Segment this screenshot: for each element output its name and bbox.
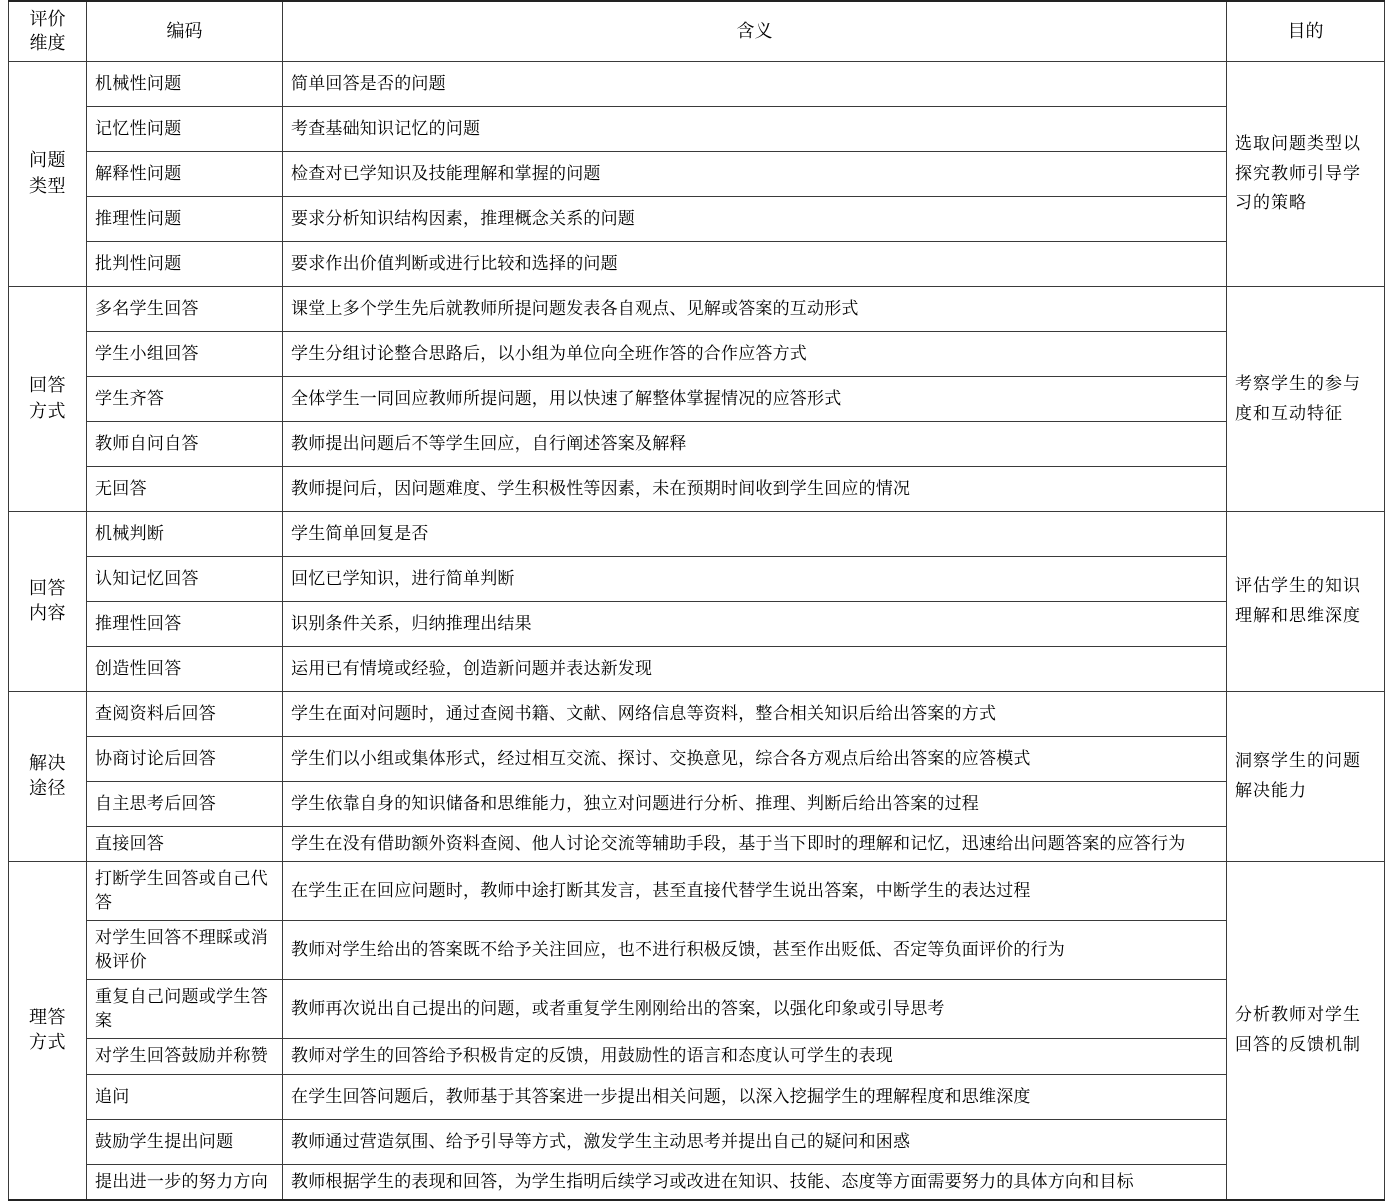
code-cell: 自主思考后回答	[87, 781, 283, 826]
code-cell: 协商讨论后回答	[87, 736, 283, 781]
dimension-line1: 问题	[29, 150, 66, 171]
meaning-cell: 学生简单回复是否	[283, 511, 1227, 556]
dimension-cell	[9, 511, 87, 691]
meaning-cell: 学生们以小组或集体形式，经过相互交流、探讨、交换意见，综合各方观点后给出答案的应答模式	[283, 736, 1227, 781]
table-row	[9, 601, 1385, 646]
meaning-cell: 识别条件关系，归纳推理出结果	[283, 601, 1227, 646]
dimension-line1: 回答	[29, 577, 66, 598]
dimension-line1: 回答	[29, 375, 66, 396]
code-cell: 查阅资料后回答	[87, 691, 283, 736]
code-cell: 直接回答	[87, 826, 283, 861]
purpose-cell: 洞察学生的问题解决能力	[1227, 691, 1385, 861]
meaning-cell: 教师再次说出自己提出的问题，或者重复学生刚刚给出的答案，以强化印象或引导思考	[283, 980, 1227, 1039]
header-code: 编码	[87, 1, 283, 61]
meaning-cell: 教师提问后，因问题难度、学生积极性等因素，未在预期时间收到学生回应的情况	[283, 466, 1227, 511]
code-cell: 教师自问自答	[87, 421, 283, 466]
code-cell: 无回答	[87, 466, 283, 511]
header-dimension-line1: 评价	[29, 9, 66, 29]
meaning-cell: 要求分析知识结构因素，推理概念关系的问题	[283, 196, 1227, 241]
code-cell: 提出进一步的努力方向	[87, 1164, 283, 1200]
meaning-cell: 简单回答是否的问题	[283, 61, 1227, 106]
purpose-cell: 考察学生的参与度和互动特征	[1227, 286, 1385, 511]
table-row	[9, 556, 1385, 601]
meaning-cell: 教师对学生的回答给予积极肯定的反馈，用鼓励性的语言和态度认可学生的表现	[283, 1039, 1227, 1074]
meaning-cell: 教师通过营造氛围、给予引导等方式，激发学生主动思考并提出自己的疑问和困惑	[283, 1119, 1227, 1164]
meaning-cell: 学生依靠自身的知识储备和思维能力，独立对问题进行分析、推理、判断后给出答案的过程	[283, 781, 1227, 826]
meaning-cell: 要求作出价值判断或进行比较和选择的问题	[283, 241, 1227, 286]
dimension-cell	[9, 61, 87, 286]
table-row	[9, 646, 1385, 691]
meaning-cell: 教师对学生给出的答案既不给予关注回应，也不进行积极反馈，甚至作出贬低、否定等负面评价的行为	[283, 920, 1227, 979]
header-meaning: 含义	[283, 1, 1227, 61]
table-row	[9, 736, 1385, 781]
table-row	[9, 376, 1385, 421]
meaning-cell: 在学生回答问题后，教师基于其答案进一步提出相关问题，以深入挖掘学生的理解程度和思维深度	[283, 1074, 1227, 1119]
table-header	[9, 1, 1385, 61]
code-cell: 推理性问题	[87, 196, 283, 241]
code-cell: 解释性问题	[87, 151, 283, 196]
meaning-cell: 考查基础知识记忆的问题	[283, 106, 1227, 151]
meaning-cell: 检查对已学知识及技能理解和掌握的问题	[283, 151, 1227, 196]
code-cell: 重复自己问题或学生答案	[87, 980, 283, 1039]
header-dimension	[9, 1, 87, 61]
table-row	[9, 861, 1385, 920]
dimension-cell	[9, 286, 87, 511]
meaning-cell: 回忆已学知识，进行简单判断	[283, 556, 1227, 601]
meaning-cell: 学生分组讨论整合思路后，以小组为单位向全班作答的合作应答方式	[283, 331, 1227, 376]
code-cell: 创造性回答	[87, 646, 283, 691]
table-row	[9, 1164, 1385, 1200]
code-cell: 对学生回答不理睬或消极评价	[87, 920, 283, 979]
code-cell: 认知记忆回答	[87, 556, 283, 601]
code-cell: 打断学生回答或自己代答	[87, 861, 283, 920]
dimension-cell	[9, 691, 87, 861]
table-row	[9, 1119, 1385, 1164]
table-row	[9, 241, 1385, 286]
meaning-cell: 全体学生一同回应教师所提问题，用以快速了解整体掌握情况的应答形式	[283, 376, 1227, 421]
code-cell: 推理性回答	[87, 601, 283, 646]
table-row	[9, 691, 1385, 736]
table-row	[9, 106, 1385, 151]
table-row	[9, 1039, 1385, 1074]
code-cell: 批判性问题	[87, 241, 283, 286]
table-body	[9, 61, 1385, 1200]
purpose-cell: 分析教师对学生回答的反馈机制	[1227, 861, 1385, 1200]
purpose-cell: 选取问题类型以探究教师引导学习的策略	[1227, 61, 1385, 286]
table-row	[9, 920, 1385, 979]
header-dimension-line2: 维度	[29, 33, 66, 54]
table-row	[9, 286, 1385, 331]
table-row	[9, 511, 1385, 556]
code-cell: 记忆性问题	[87, 106, 283, 151]
code-cell: 学生小组回答	[87, 331, 283, 376]
code-cell: 对学生回答鼓励并称赞	[87, 1039, 283, 1074]
dimension-line2: 途径	[29, 778, 66, 799]
meaning-cell: 课堂上多个学生先后就教师所提问题发表各自观点、见解或答案的互动形式	[283, 286, 1227, 331]
table-row	[9, 826, 1385, 861]
meaning-cell: 在学生正在回应问题时，教师中途打断其发言，甚至直接代替学生说出答案，中断学生的表达过程	[283, 861, 1227, 920]
code-cell: 机械性问题	[87, 61, 283, 106]
header-purpose: 目的	[1227, 1, 1385, 61]
header-row	[9, 1, 1385, 61]
dimension-line2: 类型	[29, 175, 66, 196]
coding-scheme-table	[8, 0, 1385, 1201]
dimension-line1: 理答	[29, 1007, 66, 1028]
meaning-cell: 学生在面对问题时，通过查阅书籍、文献、网络信息等资料，整合相关知识后给出答案的方式	[283, 691, 1227, 736]
code-cell: 机械判断	[87, 511, 283, 556]
table-row	[9, 781, 1385, 826]
code-cell: 学生齐答	[87, 376, 283, 421]
table-row	[9, 61, 1385, 106]
table-row	[9, 151, 1385, 196]
meaning-cell: 学生在没有借助额外资料查阅、他人讨论交流等辅助手段，基于当下即时的理解和记忆，迅速给出问题答案的应答行为	[283, 826, 1227, 861]
dimension-line2: 方式	[29, 1032, 66, 1053]
code-cell: 追问	[87, 1074, 283, 1119]
dimension-line2: 方式	[29, 400, 66, 421]
dimension-line1: 解决	[29, 752, 66, 773]
dimension-cell	[9, 861, 87, 1200]
purpose-cell: 评估学生的知识理解和思维深度	[1227, 511, 1385, 691]
table-row	[9, 466, 1385, 511]
code-cell: 鼓励学生提出问题	[87, 1119, 283, 1164]
table-row	[9, 980, 1385, 1039]
table-row	[9, 196, 1385, 241]
dimension-line2: 内容	[29, 603, 66, 624]
code-cell: 多名学生回答	[87, 286, 283, 331]
table-row	[9, 331, 1385, 376]
table-row	[9, 421, 1385, 466]
meaning-cell: 教师提出问题后不等学生回应，自行阐述答案及解释	[283, 421, 1227, 466]
meaning-cell: 教师根据学生的表现和回答，为学生指明后续学习或改进在知识、技能、态度等方面需要努力的具体方向和目标	[283, 1164, 1227, 1200]
meaning-cell: 运用已有情境或经验，创造新问题并表达新发现	[283, 646, 1227, 691]
table-row	[9, 1074, 1385, 1119]
